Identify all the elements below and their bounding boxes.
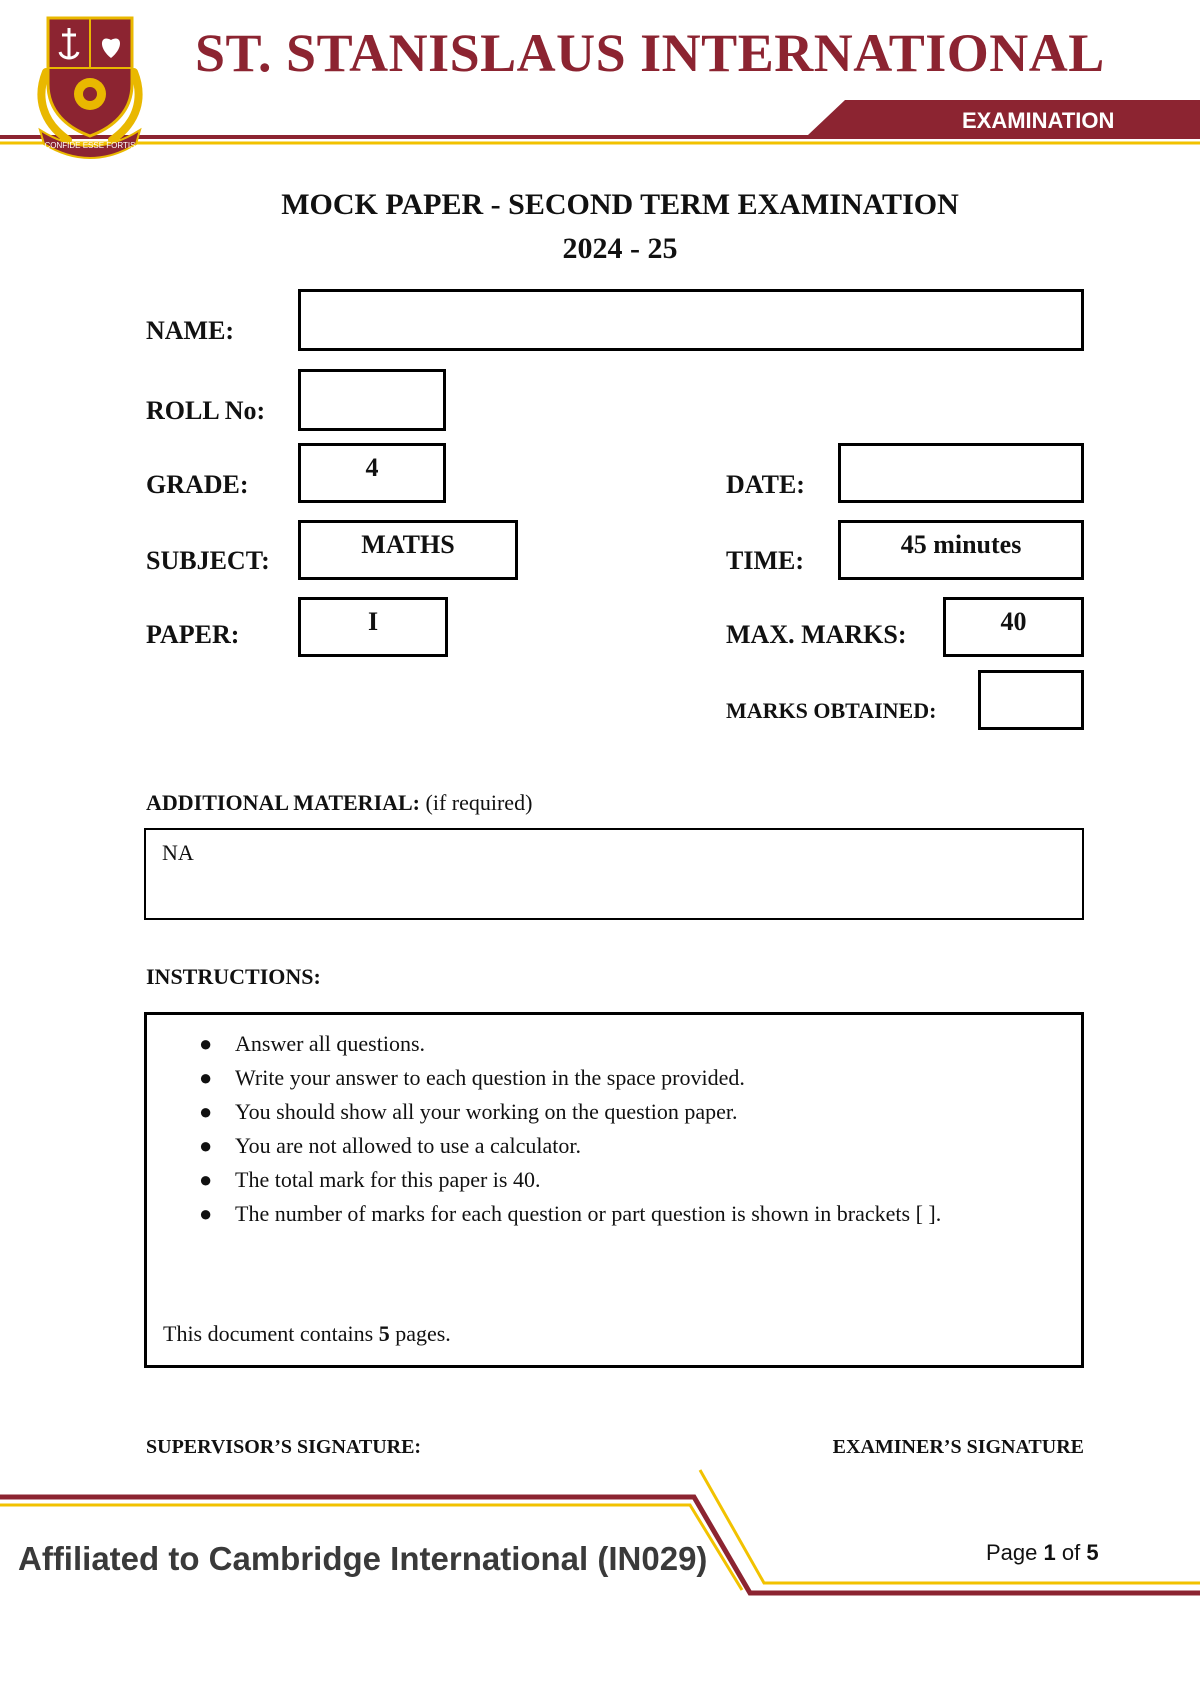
roll-label: ROLL No: <box>146 396 266 425</box>
grade-label: GRADE: <box>146 470 249 499</box>
page-word: Page <box>986 1540 1038 1565</box>
bullet-icon: ● <box>199 1167 213 1192</box>
name-field[interactable] <box>298 289 1084 351</box>
instruction-text: The number of marks for each question or part question is shown in brackets [ ]. <box>235 1201 942 1226</box>
page-total: 5 <box>1086 1540 1099 1565</box>
instruction-text: Write your answer to each question in the space provided. <box>235 1065 745 1090</box>
marks-obtained-field[interactable] <box>978 670 1084 730</box>
max-marks-field[interactable]: 40 <box>943 597 1084 657</box>
additional-material-heading <box>146 790 532 816</box>
instruction-text: You should show all your working on the question paper. <box>235 1099 738 1124</box>
instruction-item <box>199 1095 941 1129</box>
exam-year: 2024 - 25 <box>562 232 678 265</box>
examiner-signature-label: EXAMINER’S SIGNATURE <box>832 1436 1084 1458</box>
page-current: 1 <box>1043 1540 1056 1565</box>
max-marks-label: MAX. MARKS: <box>726 620 907 649</box>
grade-field[interactable]: 4 <box>298 443 446 503</box>
school-name: ST. STANISLAUS INTERNATIONAL <box>195 23 1105 83</box>
subject-label: SUBJECT: <box>146 546 270 575</box>
affiliation-text: Affiliated to Cambridge International (IN029) <box>18 1540 708 1577</box>
crest-motto: CONFIDE ESSE FORTIS <box>44 141 136 150</box>
paper-label: PAPER: <box>146 620 240 649</box>
additional-material-note: (if required) <box>425 790 533 815</box>
additional-material-box <box>144 828 1084 920</box>
page-number <box>986 1540 1099 1566</box>
doc-note-prefix: This document contains <box>163 1321 374 1346</box>
exam-title: MOCK PAPER - SECOND TERM EXAMINATION <box>281 188 959 221</box>
document-page-count-note <box>163 1321 451 1347</box>
roll-field[interactable] <box>298 369 446 431</box>
school-crest-logo <box>28 12 152 160</box>
instruction-item <box>199 1163 941 1197</box>
instruction-text: The total mark for this paper is 40. <box>235 1167 541 1192</box>
instruction-text: Answer all questions. <box>235 1031 426 1056</box>
instruction-item <box>199 1027 941 1061</box>
footer-rule-yellow-b <box>700 1470 1200 1583</box>
examination-tab-label: EXAMINATION <box>962 108 1115 133</box>
subject-field[interactable]: MATHS <box>298 520 518 580</box>
instruction-item <box>199 1061 941 1095</box>
additional-material-label: ADDITIONAL MATERIAL: <box>146 790 421 815</box>
bullet-icon: ● <box>199 1201 213 1226</box>
bullet-icon: ● <box>199 1099 213 1124</box>
instruction-text: You are not allowed to use a calculator. <box>235 1133 582 1158</box>
page-of: of <box>1061 1540 1081 1565</box>
time-label: TIME: <box>726 546 804 575</box>
paper-field[interactable]: I <box>298 597 448 657</box>
date-label: DATE: <box>726 470 805 499</box>
supervisor-signature-label: SUPERVISOR’S SIGNATURE: <box>146 1436 422 1458</box>
instructions-list <box>199 1027 942 1231</box>
instructions-label: INSTRUCTIONS: <box>146 964 321 989</box>
instruction-item <box>199 1129 941 1163</box>
date-field[interactable] <box>838 443 1084 503</box>
time-field[interactable]: 45 minutes <box>838 520 1084 580</box>
instruction-item <box>199 1197 942 1231</box>
marks-obtained-label: MARKS OBTAINED: <box>726 698 937 723</box>
bullet-icon: ● <box>199 1133 213 1158</box>
additional-material-value: NA <box>162 840 194 865</box>
name-label: NAME: <box>146 316 235 345</box>
doc-note-suffix: pages. <box>395 1321 451 1346</box>
instructions-box <box>144 1012 1084 1368</box>
bullet-icon: ● <box>199 1065 213 1090</box>
bullet-icon: ● <box>199 1031 213 1056</box>
doc-note-pages: 5 <box>378 1321 390 1346</box>
